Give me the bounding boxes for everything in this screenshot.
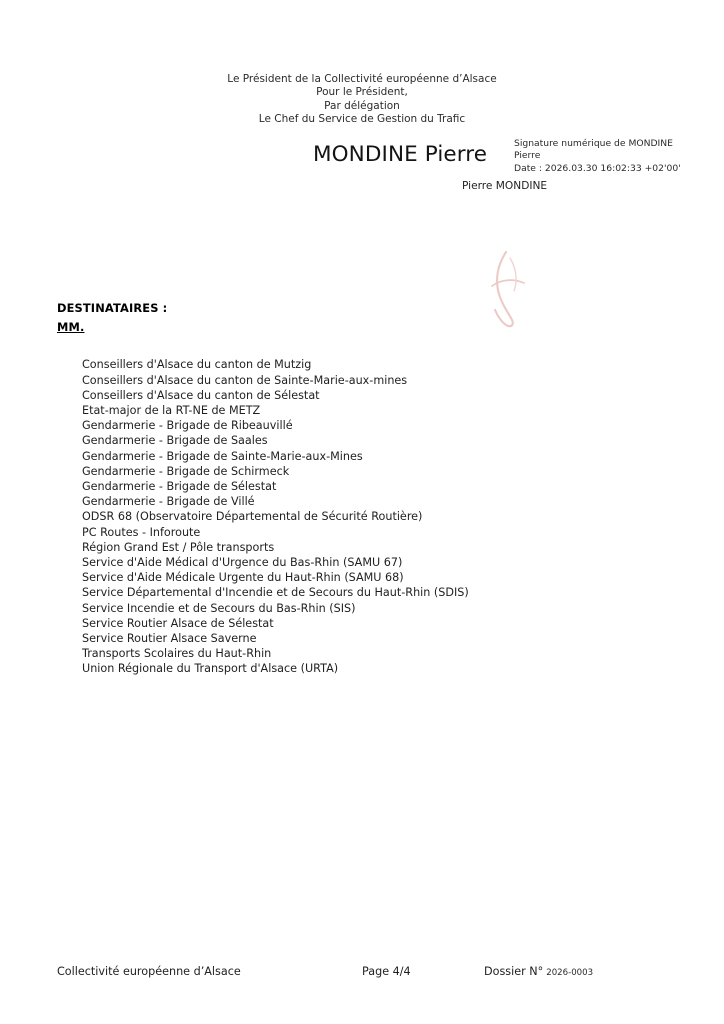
list-item: Conseillers d'Alsace du canton de Mutzig <box>82 358 312 372</box>
list-item: Gendarmerie - Brigade de Ribeauvillé <box>82 419 293 433</box>
list-item: Union Régionale du Transport d'Alsace (URTA) <box>82 662 339 676</box>
list-item: Service Routier Alsace Saverne <box>82 632 257 646</box>
list-item: PC Routes - Inforoute <box>82 525 201 539</box>
list-item: Région Grand Est / Pôle transports <box>82 540 275 554</box>
list-item: Service Départemental d'Incendie et de Secours du Haut-Rhin (SDIS) <box>82 586 469 600</box>
list-item: Gendarmerie - Brigade de Saales <box>82 434 268 448</box>
signature-metadata <box>514 138 714 175</box>
signature-meta-date: Date : 2026.03.30 16:02:33 +02'00' <box>514 162 681 174</box>
list-item: Conseillers d'Alsace du canton de Sainte-Marie-aux-mines <box>82 373 408 387</box>
signature-meta-line-2: Pierre <box>514 150 541 162</box>
signature-name-rendered: MONDINE Pierre <box>313 142 488 167</box>
list-item: ODSR 68 (Observatoire Départemental de Sécurité Routière) <box>82 510 423 524</box>
list-item: Transports Scolaires du Haut-Rhin <box>82 647 272 661</box>
footer-page-number: Page 4/4 <box>362 965 411 978</box>
page-footer <box>0 964 724 986</box>
signatory-name: Pierre MONDINE <box>462 180 548 192</box>
header-line-president: Le Président de la Collectivité européenne d’Alsace <box>227 73 497 85</box>
signature-meta-line-1: Signature numérique de MONDINE <box>514 138 673 149</box>
footer-dossier-label: Dossier N° <box>484 965 544 978</box>
header-line-pour-le-president: Pour le Président, <box>316 86 408 99</box>
list-item: Gendarmerie - Brigade de Sainte-Marie-aux-Mines <box>82 449 363 463</box>
list-item: Service Incendie et de Secours du Bas-Rhin (SIS) <box>82 601 356 615</box>
header-delegation-block <box>0 73 724 127</box>
list-item: Gendarmerie - Brigade de Sélestat <box>82 480 277 494</box>
header-line-par-delegation: Par délégation <box>324 99 400 112</box>
recipients-subheading: MM. <box>57 320 85 335</box>
list-item: Service d'Aide Médicale Urgente du Haut-Rhin (SAMU 68) <box>82 571 404 585</box>
digital-signature-block <box>0 130 724 202</box>
recipients-list <box>82 357 677 676</box>
list-item: Etat-major de la RT-NE de METZ <box>82 404 261 418</box>
list-item: Conseillers d'Alsace du canton de Sélestat <box>82 388 320 402</box>
footer-dossier-number: 2026-0003 <box>546 968 594 978</box>
list-item: Gendarmerie - Brigade de Schirmeck <box>82 464 290 478</box>
footer-dossier <box>484 964 593 981</box>
list-item: Service Routier Alsace de Sélestat <box>82 616 274 630</box>
footer-organisation: Collectivité européenne d’Alsace <box>57 965 241 978</box>
list-item: Gendarmerie - Brigade de Villé <box>82 495 255 509</box>
recipients-heading: DESTINATAIRES : <box>57 301 168 315</box>
header-line-chef-service: Le Chef du Service de Gestion du Trafic <box>258 113 466 126</box>
list-item: Service d'Aide Médical d'Urgence du Bas-Rhin (SAMU 67) <box>82 556 403 570</box>
recipients-section <box>57 301 677 677</box>
